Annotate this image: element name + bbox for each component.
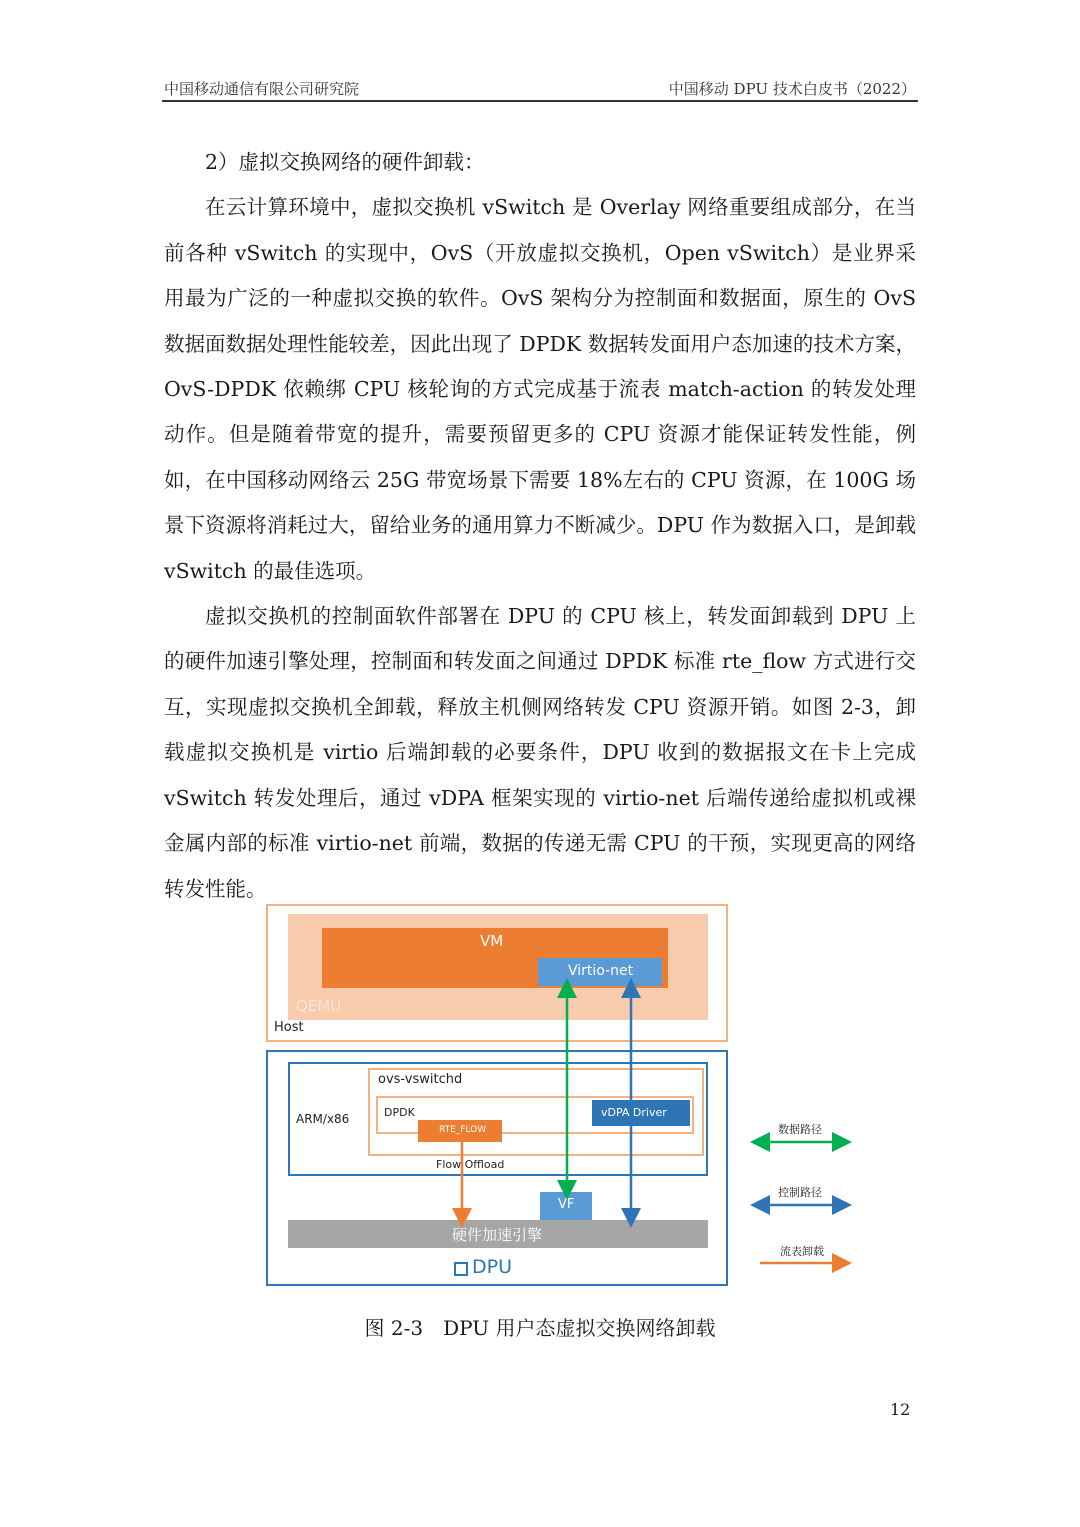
legend-data-label: 数据路径 — [778, 1123, 822, 1136]
page-header — [162, 78, 918, 100]
vdpa-driver-label: vDPA Driver — [601, 1106, 667, 1119]
qemu-label: QEMU — [296, 997, 342, 1015]
virtio-net-label: Virtio-net — [568, 963, 634, 979]
header-org: 中国移动通信有限公司研究院 — [164, 80, 360, 98]
arm-x86-label: ARM/x86 — [296, 1112, 350, 1126]
hw-engine-label: 硬件加速引擎 — [452, 1226, 543, 1244]
page-number: 12 — [890, 1400, 911, 1419]
section-heading: 2）虚拟交换网络的硬件卸载： — [205, 150, 485, 174]
legend-flow-label: 流表卸载 — [780, 1245, 824, 1258]
host-label: Host — [274, 1020, 304, 1035]
vm-label: VM — [480, 932, 504, 950]
body-text — [164, 140, 916, 912]
header-rule — [162, 100, 918, 102]
flow-offload-label: Flow Offload — [436, 1158, 505, 1171]
legend-control-label: 控制路径 — [778, 1186, 822, 1199]
paragraph-2: 虚拟交换机的控制面软件部署在 DPU 的 CPU 核上，转发面卸载到 DPU 上的硬件加速引擎处理，控制面和转发面之间通过 DPDK 标准 rte_flow 方式进行交互，实现虚拟交换机全卸载，释放主机侧网络转发 CPU 资源开销。如图 2-3，卸载虚拟交换机是 virtio 后端卸载的必要条件，DPU 收到的数据报文在卡上完成 vSwitch 转发处理后，通过 vDPA 框架实现的 virtio-net 后端传递给虚拟机或裸金属内部的标准 virtio-net 前端，数据的传递无需 CPU 的干预，实现更高的网络转发性能。 — [164, 604, 916, 901]
rte-flow-label: RTE_FLOW — [439, 1125, 487, 1135]
ovs-vswitchd-label: ovs-vswitchd — [378, 1072, 463, 1087]
dpu-label: DPU — [472, 1256, 512, 1278]
figure-caption: 图 2-3 DPU 用户态虚拟交换网络卸载 — [364, 1316, 716, 1340]
vf-label: VF — [558, 1197, 575, 1212]
dpu-vswitch-offload-diagram — [262, 900, 852, 1292]
diagram-arrows — [262, 900, 852, 1292]
paragraph-1: 在云计算环境中，虚拟交换机 vSwitch 是 Overlay 网络重要组成部分，在当前各种 vSwitch 的实现中，OvS（开放虚拟交换机，Open vSwitch）是业界采用最为广泛的一种虚拟交换的软件。OvS 架构分为控制面和数据面，原生的 OvS 数据面数据处理性能较差，因此出现了 DPDK 数据转发面用户态加速的技术方案，OvS-DPDK 依赖绑 CPU 核轮询的方式完成基于流表 match-action 的转发处理动作。但是随着带宽的提升，需要预留更多的 CPU 资源才能保证转发性能，例如，在中国移动网络云 25G 带宽场景下需要 18%左右的 CPU 资源，在 100G 场景下资源将消耗过大，留给业务的通用算力不断减少。DPU 作为数据入口，是卸载 vSwitch 的最佳选项。 — [164, 195, 916, 583]
header-doc-title: 中国移动 DPU 技术白皮书（2022） — [668, 80, 916, 98]
dpdk-label: DPDK — [384, 1106, 415, 1119]
